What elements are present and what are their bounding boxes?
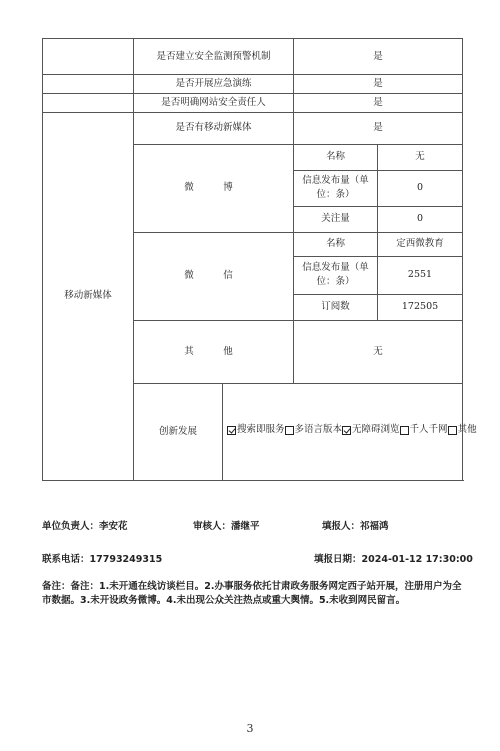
page-number: 3 <box>246 722 254 735</box>
weibo-follow-label: 关注量 <box>294 206 378 232</box>
has-mobile-media-label: 是否有移动新媒体 <box>134 112 294 144</box>
blank-cell <box>43 75 134 94</box>
weibo-name-value: 无 <box>378 144 463 170</box>
monitoring-value: 是 <box>294 39 463 75</box>
option-other: 其他 <box>457 424 477 436</box>
checkbox-accessible[interactable] <box>342 426 351 435</box>
checkbox-personalized[interactable] <box>400 426 409 435</box>
remarks: 备注：备注：1.未开通在线访谈栏目。2.办事服务依托甘肃政务服务网定西子站开展，注册用户为全市数据。3.未开设政务微博。4.未出现公众关注热点或重大舆情。5.未收到网民留言。 <box>42 581 462 607</box>
other-value: 无 <box>294 320 463 383</box>
wechat-name-value: 定西微教育 <box>378 232 463 256</box>
weibo-posts-label: 信息发布量（单位：条） <box>294 170 378 206</box>
checkbox-multilingual[interactable] <box>285 426 294 435</box>
filler: 填报人：祁福鸿 <box>322 521 389 532</box>
reviewer: 审核人：潘继平 <box>193 521 260 532</box>
fill-date: 填报日期：2024-01-12 17:30:00 <box>314 554 473 565</box>
blank-cell <box>43 93 134 112</box>
other-label: 其 他 <box>134 320 294 383</box>
has-mobile-media-value: 是 <box>294 112 463 144</box>
option-accessible: 无障碍浏览 <box>352 424 400 436</box>
option-personalized: 千人千网 <box>409 424 448 436</box>
wechat-posts-value: 2551 <box>378 256 463 294</box>
monitoring-label: 是否建立安全监测预警机制 <box>134 39 294 75</box>
innovation-checkbox-list <box>227 423 477 437</box>
wechat-subs-value: 172505 <box>378 294 463 320</box>
innovation-label: 创新发展 <box>134 383 223 480</box>
contact-phone: 联系电话：17793249315 <box>42 554 163 565</box>
option-search-service: 搜索即服务 <box>237 424 285 436</box>
drill-value: 是 <box>294 75 463 94</box>
blank-cell <box>43 39 134 75</box>
checkbox-search-service[interactable] <box>227 426 236 435</box>
mobile-media-section-label: 移动新媒体 <box>43 112 134 480</box>
weibo-posts-value: 0 <box>378 170 463 206</box>
wechat-label: 微 信 <box>134 232 294 320</box>
weibo-follow-value: 0 <box>378 206 463 232</box>
option-multilingual: 多语言版本 <box>294 424 343 436</box>
weibo-label: 微 博 <box>134 144 294 232</box>
drill-label: 是否开展应急演练 <box>134 75 294 94</box>
innovation-options <box>223 383 477 480</box>
unit-head: 单位负责人：李安花 <box>42 521 128 532</box>
wechat-posts-label: 信息发布量（单位：条） <box>294 256 378 294</box>
wechat-name-label: 名称 <box>294 232 378 256</box>
wechat-subs-label: 订阅数 <box>294 294 378 320</box>
responsible-value: 是 <box>294 93 463 112</box>
checkbox-other[interactable] <box>448 426 457 435</box>
report-table <box>42 38 477 481</box>
responsible-label: 是否明确网站安全责任人 <box>134 93 294 112</box>
weibo-name-label: 名称 <box>294 144 378 170</box>
